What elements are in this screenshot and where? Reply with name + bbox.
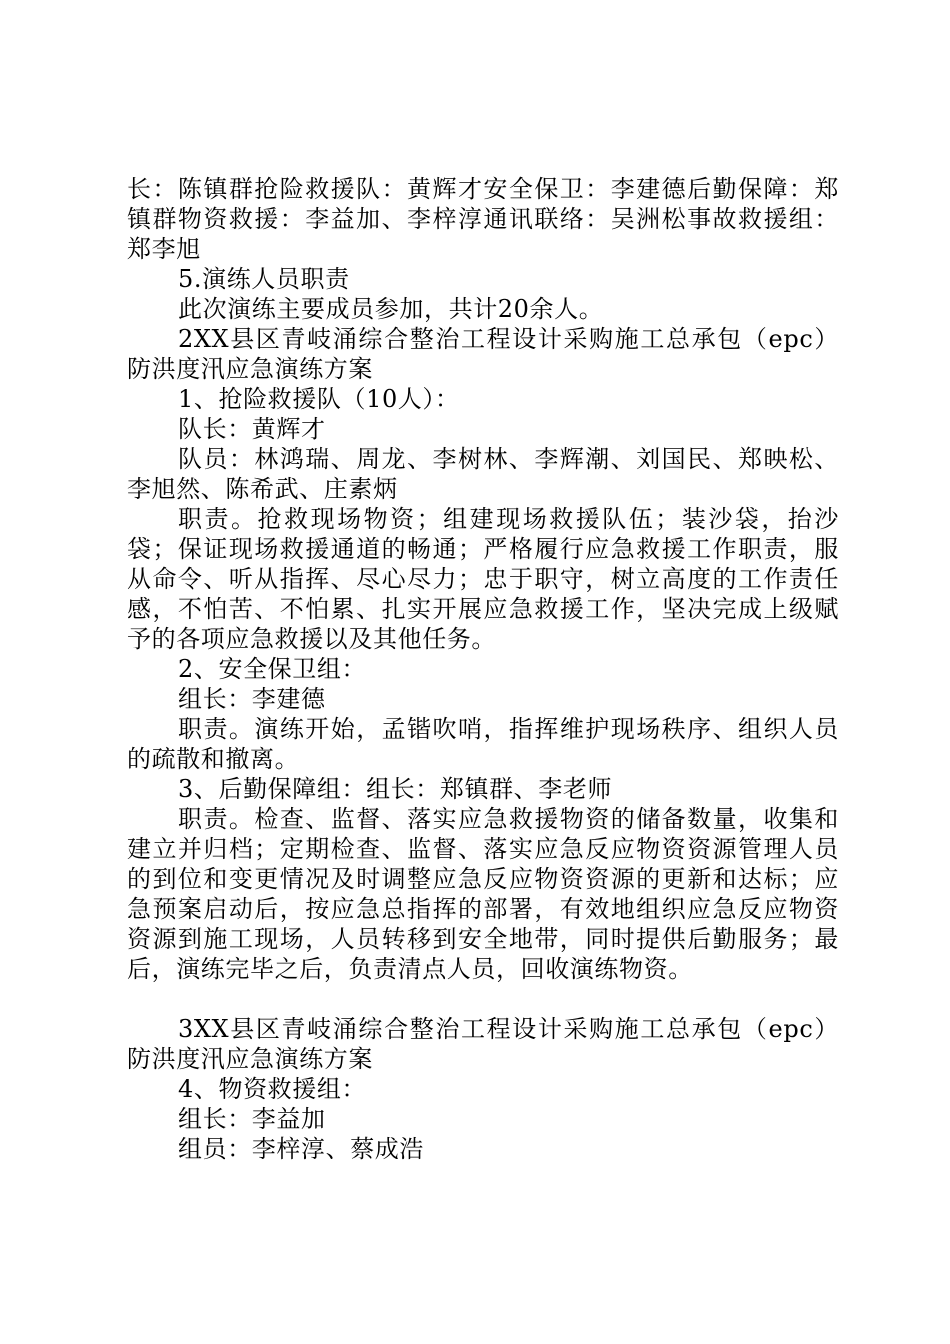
paragraph-page-header-2: 2XX县区青岐涌综合整治工程设计采购施工总承包（epc）防洪度汛应急演练方案 (127, 325, 839, 383)
paragraph-logistics-group-duties: 职责。检查、监督、落实应急救援物资的储备数量，收集和建立并归档；定期检查、监督、落实应急反应物资资源管理人员的到位和变更情况及时调整应急反应物资资源的更新和达标；应急预案启动后，按应急总指挥的部署，有效地组织应急反应物资资源到施工现场，人员转移到安全地带，同时提供后勤服务；最后，演练完毕之后，负责清点人员，回收演练物资。 (127, 805, 839, 983)
paragraph-logistics-group-heading: 3、后勤保障组：组长：郑镇群、李老师 (178, 775, 613, 803)
paragraph-security-group-leader: 组长：李建德 (178, 685, 326, 713)
paragraph-supplies-group-heading: 4、物资救援组： (178, 1075, 367, 1103)
paragraph-participants: 此次演练主要成员参加，共计20余人。 (178, 295, 604, 323)
paragraph-rescue-team-duties: 职责。抢救现场物资；组建现场救援队伍；装沙袋，抬沙袋；保证现场救援通道的畅通；严格履行应急救援工作职责，服从命令、听从指挥、尽心尽力；忠于职守，树立高度的工作责任感，不怕苦、不怕累、扎实开展应急救援工作，坚决完成上级赋予的各项应急救援以及其他任务。 (127, 505, 839, 653)
paragraph-rescue-team-heading: 1、抢险救援队（10人）： (178, 385, 460, 413)
paragraph-page-header-3: 3XX县区青岐涌综合整治工程设计采购施工总承包（epc）防洪度汛应急演练方案 (127, 1015, 839, 1073)
paragraph-section-5-heading: 5.演练人员职责 (178, 265, 350, 293)
paragraph-rescue-team-members: 队员：林鸿瑞、周龙、李树林、李辉潮、刘国民、郑映松、李旭然、陈希武、庄素炳 (127, 445, 839, 503)
paragraph-team-roster: 长：陈镇群抢险救援队：黄辉才安全保卫：李建德后勤保障：郑镇群物资救援：李益加、李梓淳通讯联络：吴洲松事故救援组：郑李旭 (127, 175, 839, 263)
paragraph-security-group-heading: 2、安全保卫组： (178, 655, 367, 683)
paragraph-supplies-group-members: 组员：李梓淳、蔡成浩 (178, 1135, 424, 1163)
paragraph-spacer (127, 984, 839, 1014)
paragraph-supplies-group-leader: 组长：李益加 (178, 1105, 326, 1133)
document-body (127, 174, 839, 1164)
paragraph-rescue-team-leader: 队长：黄辉才 (178, 415, 326, 443)
paragraph-security-group-duties: 职责。演练开始，孟锴吹哨，指挥维护现场秩序、组织人员的疏散和撤离。 (127, 715, 839, 773)
